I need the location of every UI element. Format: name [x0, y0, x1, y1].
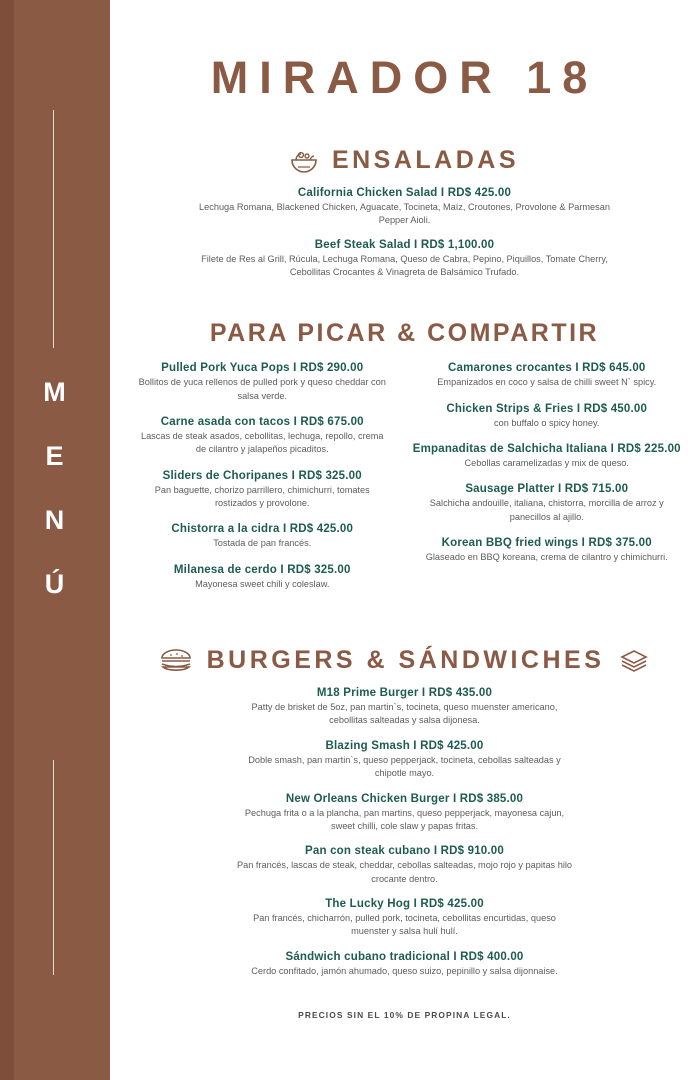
menu-item: [110, 898, 699, 939]
menu-item-desc: Doble smash, pan martin`s, queso pepperjack, tocineta, cebollas salteadas y chipotle mayo.: [248, 754, 561, 779]
page-title: MIRADOR 18: [210, 52, 599, 103]
menu-item: [120, 362, 405, 403]
menu-item-name: Sliders de Choripanes I RD$ 325.00: [162, 469, 362, 482]
menu-item-name: Sausage Platter I RD$ 715.00: [465, 483, 629, 496]
menu-item-name: Chicken Strips & Fries I RD$ 450.00: [446, 402, 648, 415]
menu-item-desc: Empanizados en coco y salsa de chilli sweet N` spicy.: [437, 377, 657, 388]
menu-item: [120, 564, 405, 591]
menu-item-desc: Pan francés, chicharrón, pulled pork, tocineta, cebollitas encurtidas, queso muenster y salsa hulí hulí.: [253, 912, 556, 937]
menu-item-name: Korean BBQ fried wings I RD$ 375.00: [441, 537, 652, 550]
section-title-para-picar: PARA PICAR & COMPARTIR: [209, 319, 600, 348]
sidebar-rule-top: [53, 110, 54, 348]
menu-item: [120, 523, 405, 550]
sidebar-letter-n: N: [44, 505, 66, 535]
menu-item: [120, 416, 405, 457]
menu-item-name: New Orleans Chicken Burger I RD$ 385.00: [285, 792, 524, 805]
menu-item-desc: Filete de Res al Grill, Rúcula, Lechuga Romana, Queso de Cabra, Pepino, Piquillos, Tomate Cherry, Cebollitas Crocantes & Vinagreta de Balsámico Trufado.: [201, 253, 608, 278]
menu-item: [110, 845, 699, 886]
menu-item-name: Chistorra a la cidra I RD$ 425.00: [171, 523, 354, 536]
menu-item: [120, 470, 405, 511]
section-header-para-picar: [110, 319, 699, 348]
menu-item: [405, 362, 690, 389]
menu-item: [405, 403, 690, 430]
para-picar-right-column: [405, 362, 690, 604]
menu-item-name: Blazing Smash I RD$ 425.00: [325, 739, 484, 752]
menu-item-desc: Glaseado en BBQ koreana, crema de cilantro y chimichurri.: [425, 552, 668, 563]
burger-icon: [159, 649, 193, 673]
sidebar-letter-e: E: [45, 441, 65, 471]
sidebar-rule-bottom: [53, 760, 54, 975]
menu-item-desc: Pan baguette, chorizo parrillero, chimichurri, tomates rostizados y provolone.: [154, 484, 370, 509]
menu-item-desc: Salchicha andouille, italiana, chistorra, morcilla de arroz y panecillos al ajillo.: [429, 498, 664, 522]
section-title-burgers: BURGERS & SÁNDWICHES: [206, 646, 605, 675]
menu-item-name: Carne asada con tacos I RD$ 675.00: [160, 416, 364, 429]
menu-item-name: Sándwich cubano tradicional I RD$ 400.00: [285, 950, 524, 963]
menu-item-desc: con buffalo o spicy honey.: [494, 417, 600, 428]
menu-item-desc: Cebollas caramelizadas y mix de queso.: [464, 458, 629, 469]
menu-item-desc: Mayonesa sweet chili y coleslaw.: [195, 578, 330, 589]
section-items-ensaladas: [110, 187, 699, 279]
menu-item-name: Beef Steak Salad I RD$ 1,100.00: [314, 238, 495, 251]
menu-item: [110, 239, 699, 280]
menu-item-name: Milanesa de cerdo I RD$ 325.00: [173, 563, 351, 576]
menu-item: [110, 793, 699, 834]
section-title-ensaladas: ENSALADAS: [331, 146, 520, 174]
menu-item-desc: Lascas de steak asados, cebollitas, lechuga, repollo, crema de cilantro y jalapeños picaditos.: [140, 431, 384, 455]
menu-item-desc: Bollitos de yuca rellenos de pulled pork y queso cheddar con salsa verde.: [138, 377, 386, 401]
menu-item-name: Camarones crocantes I RD$ 645.00: [447, 362, 646, 375]
menu-item-name: Pulled Pork Yuca Pops I RD$ 290.00: [161, 362, 364, 375]
menu-item-name: Empanaditas de Salchicha Italiana I RD$ 225.00: [412, 443, 681, 456]
menu-item: [110, 687, 699, 728]
sidebar-letter-u: Ú: [44, 569, 66, 599]
menu-item-desc: Tostada de pan francés.: [213, 538, 312, 549]
section-header-ensaladas: [110, 146, 699, 175]
section-items-burgers: [110, 687, 699, 978]
section-items-para-picar: [110, 362, 699, 604]
menu-item: [110, 187, 699, 228]
section-header-burgers: [110, 646, 699, 675]
sandwich-icon: [618, 649, 650, 673]
price-footnote: PRECIOS SIN EL 10% DE PROPINA LEGAL.: [298, 1009, 511, 1020]
menu-item-name: Pan con steak cubano I RD$ 910.00: [305, 845, 504, 858]
sidebar-letter-m: M: [43, 377, 67, 407]
para-picar-left-column: [120, 362, 405, 604]
sidebar-band: [0, 0, 110, 1080]
menu-item-name: M18 Prime Burger I RD$ 435.00: [316, 687, 493, 700]
sidebar-menu-word: [0, 360, 110, 616]
menu-item: [405, 483, 690, 524]
menu-item: [110, 740, 699, 781]
menu-item: [405, 443, 690, 470]
menu-item-desc: Patty de brisket de 5oz, pan martin`s, tocineta, queso muenster americano, cebollitas salteadas y salsa dijonesa.: [251, 702, 558, 726]
salad-bowl-icon: [290, 149, 318, 173]
menu-item-desc: Pan francés, lascas de steak, cheddar, cebollas salteadas, mojo rojo y papitas hilo crocante dentro.: [236, 860, 573, 884]
menu-item-desc: Cerdo confitado, jamón ahumado, queso suizo, pepinillo y salsa dijonnaise.: [251, 965, 558, 976]
menu-item: [110, 951, 699, 978]
menu-item-desc: Lechuga Romana, Blackened Chicken, Aguacate, Tocineta, Maíz, Croutones, Provolone & Parmesan Pepper Aioli.: [199, 202, 610, 226]
menu-item: [405, 537, 690, 564]
menu-item-desc: Pechuga frita o a la plancha, pan martins, queso pepperjack, mayonesa cajun, sweet chilli, cole slaw y papas fritas.: [244, 807, 565, 831]
menu-page: [110, 0, 699, 1080]
menu-item-name: The Lucky Hog I RD$ 425.00: [325, 897, 484, 910]
menu-item-name: California Chicken Salad I RD$ 425.00: [297, 187, 512, 199]
